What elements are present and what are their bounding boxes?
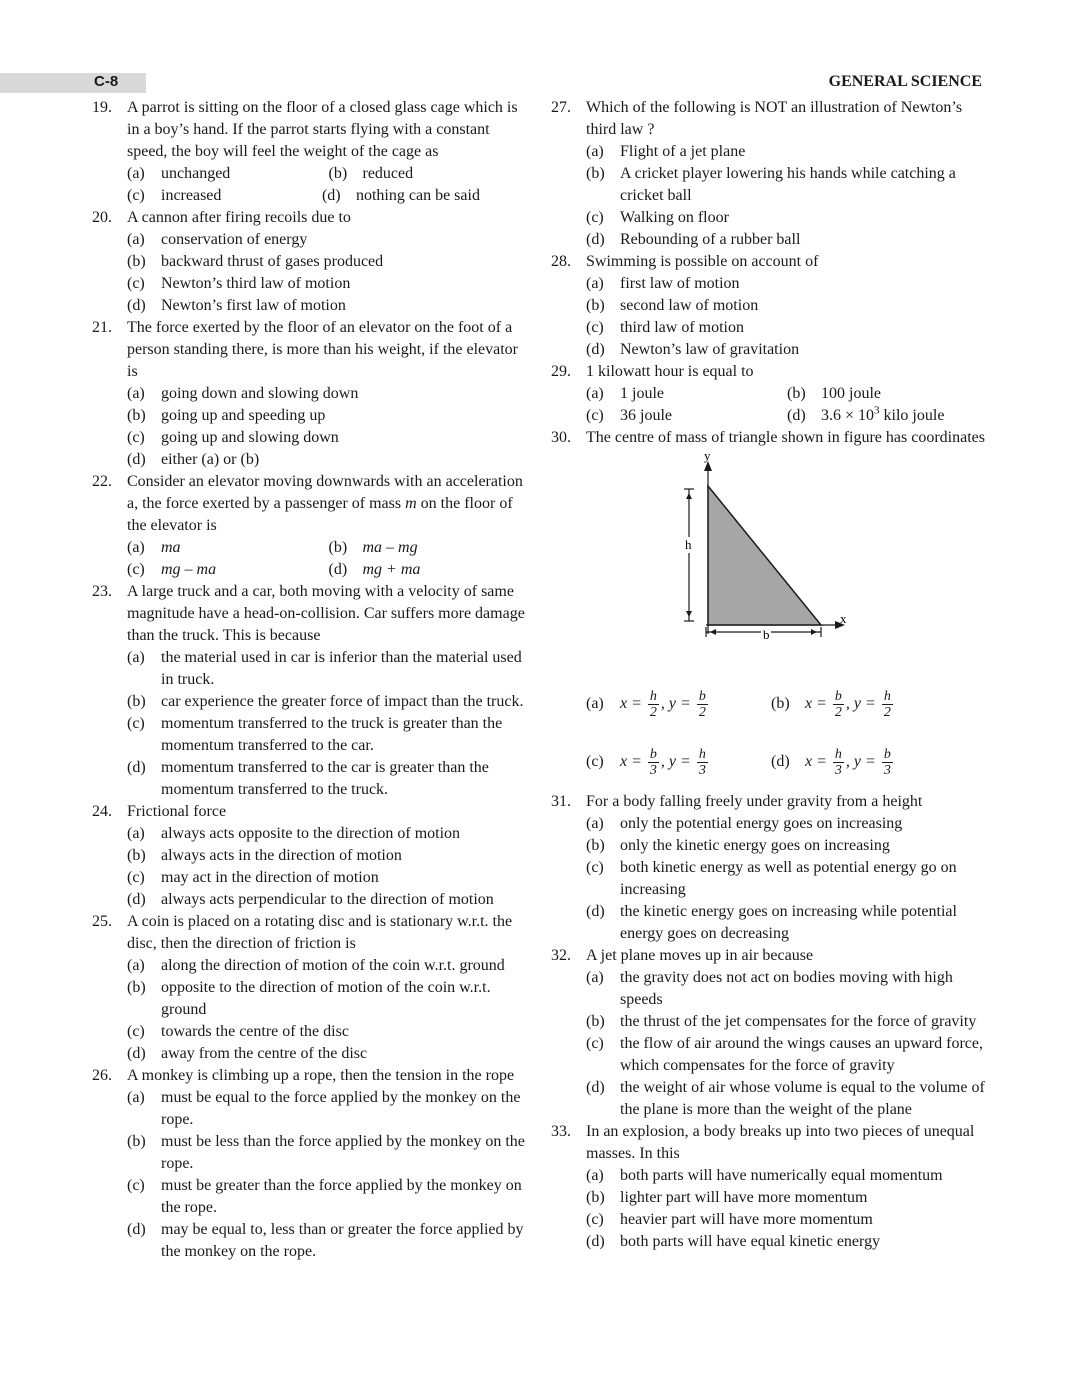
base-label: b <box>763 627 770 642</box>
option-text: momentum transferred to the car is greater than the momentum transferred to the truck. <box>161 759 489 798</box>
option-text: Flight of a jet plane <box>620 143 746 160</box>
option-label: (d) <box>321 187 341 204</box>
question-text: 1 kilowatt hour is equal to <box>586 363 754 380</box>
question-number: 30. <box>551 429 571 446</box>
option-text: may be equal to, less than or greater the force applied by the monkey on the rope. <box>161 1221 524 1260</box>
right-column <box>551 97 988 1253</box>
option-text: $3.6 \times 10^3$ kilo joule <box>821 404 945 424</box>
x-axis-label: x <box>840 611 847 626</box>
option-text: opposite to the direction of motion of the coin w.r.t. ground <box>161 979 491 1018</box>
option-label: (d) <box>586 341 605 358</box>
option-label: (b) <box>127 407 146 424</box>
option-text: Walking on floor <box>620 209 729 226</box>
option-text: lighter part will have more momentum <box>620 1189 868 1206</box>
option-label: (b) <box>586 1013 605 1030</box>
question-number: 19. <box>92 99 112 116</box>
option-text: going up and speeding up <box>161 407 326 424</box>
question-28 <box>551 251 988 361</box>
option-label: (d) <box>127 1221 146 1238</box>
option-text: must be less than the force applied by the monkey on the rope. <box>161 1133 525 1172</box>
option-label: (c) <box>586 407 604 424</box>
option-text: always acts perpendicular to the direction of motion <box>161 891 494 908</box>
question-32 <box>551 945 988 1121</box>
question-20 <box>92 207 530 317</box>
question-27 <box>551 97 988 251</box>
option-text: 1 joule <box>620 385 664 402</box>
option-text: the kinetic energy goes on increasing while potential energy goes on decreasing <box>620 903 957 942</box>
question-text: Swimming is possible on account of <box>586 253 819 270</box>
question-text: A cannon after firing recoils due to <box>127 209 351 226</box>
y-axis-label: y <box>704 449 711 463</box>
question-31 <box>551 791 988 945</box>
question-text: Which of the following is NOT an illustration of Newton’s third law ? <box>586 99 963 138</box>
triangle <box>708 486 821 625</box>
option-text: second law of motion <box>620 297 759 314</box>
question-number: 20. <box>92 209 112 226</box>
option-label: (c) <box>127 187 145 204</box>
option-text: the material used in car is inferior than the material used in truck. <box>161 649 522 688</box>
question-text: A monkey is climbing up a rope, then the tension in the rope <box>127 1067 515 1084</box>
option-text: first law of motion <box>620 275 740 292</box>
question-text: A large truck and a car, both moving with a velocity of same magnitude have a head-on-collision. Car suffers more damage than the truck. This is because <box>127 583 525 644</box>
option-label: (b) <box>787 385 806 402</box>
option-text: along the direction of motion of the coin w.r.t. ground <box>161 957 505 974</box>
option-label: (a) <box>127 649 145 666</box>
option-label: (d) <box>127 297 146 314</box>
option-text: may act in the direction of motion <box>161 869 379 886</box>
option-label: (b) <box>586 165 605 182</box>
option-text: the thrust of the jet compensates for the force of gravity <box>620 1013 977 1030</box>
question-number: 23. <box>92 583 112 600</box>
option-label: (d) <box>586 1079 605 1096</box>
height-label: h <box>685 537 692 552</box>
question-text: For a body falling freely under gravity from a height <box>586 793 923 810</box>
question-number: 27. <box>551 99 571 116</box>
option-label: (d) <box>127 451 146 468</box>
question-23 <box>92 581 530 801</box>
option-text: always acts opposite to the direction of motion <box>161 825 461 842</box>
option-label: (b) <box>127 693 146 710</box>
option-text: Rebounding of a rubber ball <box>620 231 801 248</box>
option-text: Newton’s law of gravitation <box>620 341 800 358</box>
question-number: 32. <box>551 947 571 964</box>
question-19 <box>92 97 530 207</box>
option-label: (c) <box>127 275 145 292</box>
option-label: (d) <box>127 891 146 908</box>
option-text: Newton’s third law of motion <box>161 275 351 292</box>
option-label: (d) <box>328 561 348 578</box>
option-label: (a) <box>586 815 604 832</box>
question-26 <box>92 1065 530 1263</box>
question-24 <box>92 801 530 911</box>
question-number: 28. <box>551 253 571 270</box>
option-text: both parts will have numerically equal momentum <box>620 1167 943 1184</box>
question-number: 33. <box>551 1123 571 1140</box>
question-text: A jet plane moves up in air because <box>586 947 814 964</box>
option-label: (a) <box>127 165 145 182</box>
header-bar <box>0 73 146 93</box>
left-column <box>92 97 530 1263</box>
option-c: (c) x = $\frac{b}{3}$ , y = $\frac{h}{3}$ <box>586 746 706 778</box>
option-text: nothing can be said <box>355 187 480 204</box>
option-label: (c) <box>127 1177 145 1194</box>
option-text: increased <box>161 187 222 204</box>
triangle-diagram <box>551 449 988 679</box>
option-text: momentum transferred to the truck is greater than the momentum transferred to the car. <box>161 715 503 754</box>
option-text: must be equal to the force applied by the monkey on the rope. <box>161 1089 521 1128</box>
option-text: both parts will have equal kinetic energy <box>620 1233 881 1250</box>
option-text: either (a) or (b) <box>161 451 260 468</box>
option-text: Newton’s first law of motion <box>161 297 346 314</box>
option-label: (a) <box>127 231 145 248</box>
question-number: 31. <box>551 793 571 810</box>
question-text: The centre of mass of triangle shown in figure has coordinates <box>586 429 985 446</box>
option-label: (b) <box>127 253 146 270</box>
question-number: 29. <box>551 363 571 380</box>
option-label: (d) <box>771 753 790 770</box>
option-text: conservation of energy <box>161 231 308 248</box>
option-label: (c) <box>586 319 604 336</box>
option-label: (c) <box>127 869 145 886</box>
option-a: (a) x = $\frac{h}{2}$ , y = $\frac{b}{2}$ <box>586 688 706 720</box>
question-30 <box>551 427 988 449</box>
option-text: both kinetic energy as well as potential energy go on increasing <box>620 859 957 898</box>
option-text: mg – ma <box>161 561 217 578</box>
option-label: (c) <box>586 859 604 876</box>
option-label: (b) <box>328 539 348 556</box>
option-label: (b) <box>127 1133 146 1150</box>
option-label: (c) <box>127 561 145 578</box>
option-label: (d) <box>586 1233 605 1250</box>
option-label: (c) <box>127 1023 145 1040</box>
option-text: car experience the greater force of impact than the truck. <box>161 693 524 710</box>
option-text: the gravity does not act on bodies moving with high speeds <box>620 969 953 1008</box>
option-label: (a) <box>127 1089 145 1106</box>
option-text: going down and slowing down <box>161 385 359 402</box>
option-text: always acts in the direction of motion <box>161 847 402 864</box>
option-label: (a) <box>586 1167 604 1184</box>
option-label: (b) <box>586 837 605 854</box>
section-title: GENERAL SCIENCE <box>828 73 982 90</box>
option-text: 100 joule <box>821 385 881 402</box>
question-text: Consider an elevator moving downwards with an acceleration a, the force exerted by a passenger of mass m on the floor of the elevator is <box>127 473 523 534</box>
option-label: (c) <box>127 715 145 732</box>
option-text: away from the centre of the disc <box>161 1045 368 1062</box>
option-text: only the kinetic energy goes on increasing <box>620 837 890 854</box>
option-text: backward thrust of gases produced <box>161 253 384 270</box>
option-label: (c) <box>586 1211 604 1228</box>
option-label: (c) <box>586 1035 604 1052</box>
option-label: (a) <box>586 275 604 292</box>
option-label: (d) <box>127 759 146 776</box>
option-label: (a) <box>586 385 604 402</box>
option-text: unchanged <box>161 165 231 182</box>
option-text: must be greater than the force applied by the monkey on the rope. <box>161 1177 522 1216</box>
page-code: C-8 <box>94 73 119 90</box>
option-label: (a) <box>127 385 145 402</box>
option-label: (b) <box>586 297 605 314</box>
question-25 <box>92 911 530 1065</box>
question-number: 22. <box>92 473 112 490</box>
question-text: The force exerted by the floor of an elevator on the foot of a person standing there, is more than his weight, if the elevator is <box>127 319 519 380</box>
option-text: only the potential energy goes on increasing <box>620 815 903 832</box>
option-label: (d) <box>586 903 605 920</box>
option-text: third law of motion <box>620 319 744 336</box>
question-number: 21. <box>92 319 112 336</box>
option-label: (b) <box>328 165 348 182</box>
option-label: (a) <box>586 143 604 160</box>
question-number: 25. <box>92 913 112 930</box>
option-text: heavier part will have more momentum <box>620 1211 873 1228</box>
question-text: A coin is placed on a rotating disc and is stationary w.r.t. the disc, then the direction of friction is <box>127 913 513 952</box>
question-number: 26. <box>92 1067 112 1084</box>
question-33 <box>551 1121 988 1253</box>
question-22 <box>92 471 530 581</box>
option-label: (d) <box>586 231 605 248</box>
option-label: (d) <box>787 407 806 424</box>
option-label: (b) <box>127 847 146 864</box>
option-text: ma – mg <box>362 539 418 556</box>
option-d: (d) x = $\frac{h}{3}$ , y = $\frac{b}{3}$ <box>771 746 891 778</box>
option-label: (a) <box>127 825 145 842</box>
question-21 <box>92 317 530 471</box>
option-b: (b) x = $\frac{b}{2}$ , y = $\frac{h}{2}$ <box>771 688 891 720</box>
option-label: (b) <box>127 979 146 996</box>
option-label: (c) <box>586 209 604 226</box>
option-label: (a) <box>586 969 604 986</box>
option-text: mg + ma <box>362 561 421 578</box>
option-label: (c) <box>127 429 145 446</box>
option-label: (a) <box>127 957 145 974</box>
question-30-options <box>551 679 988 787</box>
option-text: ma <box>161 539 181 556</box>
question-number: 24. <box>92 803 112 820</box>
option-text: towards the centre of the disc <box>161 1023 349 1040</box>
option-text: 36 joule <box>620 407 672 424</box>
option-label: (b) <box>771 695 790 712</box>
question-29 <box>551 361 988 427</box>
option-text: A cricket player lowering his hands while catching a cricket ball <box>620 165 956 204</box>
question-text: A parrot is sitting on the floor of a closed glass cage which is in a boy’s hand. If the parrot starts flying with a constant speed, the boy will feel the weight of the cage as <box>127 99 518 160</box>
option-label: (a) <box>127 539 145 556</box>
option-label: (b) <box>586 1189 605 1206</box>
option-label: (d) <box>127 1045 146 1062</box>
option-text: going up and slowing down <box>161 429 339 446</box>
question-text: Frictional force <box>127 803 227 820</box>
option-text: reduced <box>362 165 414 182</box>
option-label: (c) <box>586 753 604 770</box>
triangle-figure <box>551 449 988 679</box>
option-text: the flow of air around the wings causes an upward force, which compensates for the force of gravity <box>620 1035 983 1074</box>
option-label: (a) <box>586 695 604 712</box>
question-text: In an explosion, a body breaks up into two pieces of unequal masses. In this <box>586 1123 975 1162</box>
option-text: the weight of air whose volume is equal to the volume of the plane is more than the weight of the plane <box>620 1079 985 1118</box>
